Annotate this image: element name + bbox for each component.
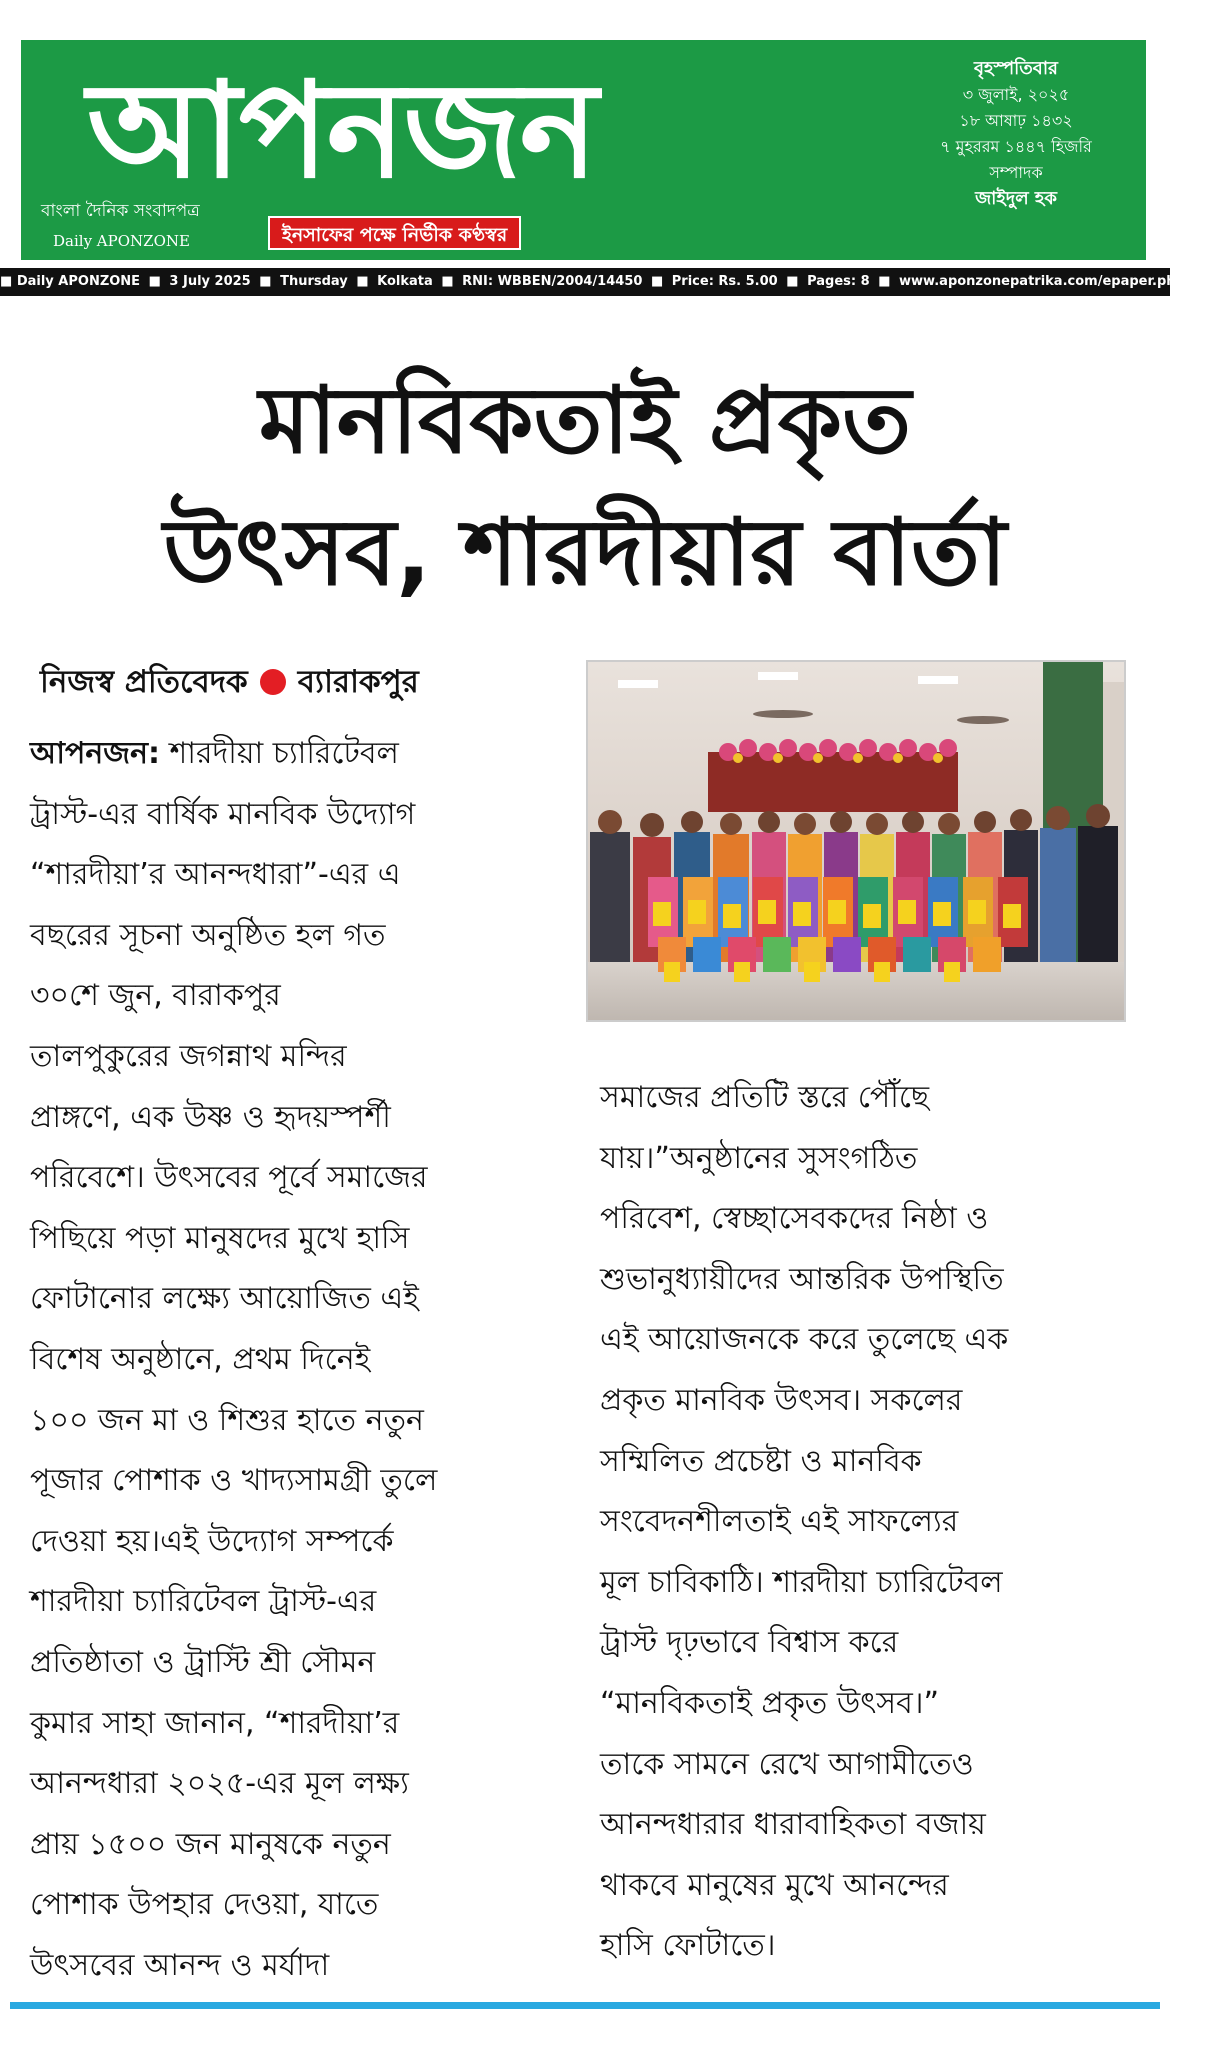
article-byline [40, 656, 560, 708]
ticker-separator: ■ [878, 274, 891, 289]
article-line: দেওয়া হয়।এই উদ্যোগ সম্পর্কে [30, 1523, 394, 1559]
ticker-separator: ■ [356, 274, 369, 289]
ticker-separator: ■ [1193, 274, 1206, 289]
article-line: থাকবে মানুষের মুখে আনন্দের [600, 1867, 949, 1903]
article-line: পূজার পোশাক ও খাদ্যসামগ্রী তুলে [30, 1463, 438, 1499]
ticker-link[interactable]: www.aponzonepatrika.com/epaper.php [899, 274, 1185, 289]
issue-date-bengali-calendar: ১৮ আষাঢ় ১৪৩২ [959, 111, 1073, 130]
bottom-divider [10, 2002, 1160, 2009]
info-ticker [0, 268, 1232, 296]
article-line: মূল চাবিকাঠি। শারদীয়া চ্যারিটেবল [600, 1564, 1003, 1600]
article-line: বছরের সূচনা অনুষ্ঠিত হল গত [30, 917, 386, 953]
article-line: পিছিয়ে পড়া মানুষদের মুখে হাসি [30, 1220, 410, 1256]
article-line: শারদীয়া চ্যারিটেবল ট্রাস্ট-এর [30, 1584, 377, 1620]
article-line: পরিবেশ, স্বেচ্ছাসেবকদের নিষ্ঠা ও [600, 1201, 989, 1237]
ticker-item: ap [1214, 274, 1232, 289]
headline-line-2: উৎসব, শারদীয়ার বার্তা [163, 499, 1007, 606]
ticker-item: 3 July 2025 [169, 274, 251, 289]
article-line: প্রাঙ্গণে, এক উষ্ণ ও হৃদয়স্পর্শী [30, 1099, 391, 1135]
ticker-separator: ■ [441, 274, 454, 289]
issue-date-hijri: ৭ মুহররম ১৪৪৭ হিজরি [940, 137, 1092, 156]
article-line-text: শারদীয়া চ্যারিটেবল [160, 736, 399, 771]
ticker-item: Thursday [280, 274, 348, 289]
article-line [30, 724, 580, 785]
article-line: পোশাক উপহার দেওয়া, যাতে [30, 1887, 379, 1923]
article-line: ট্রাস্ট-এর বার্ষিক মানবিক উদ্যোগ [30, 796, 416, 832]
masthead-date-block [896, 56, 1136, 212]
article-line: ১০০ জন মা ও শিশুর হাতে নতুন [30, 1402, 424, 1438]
newspaper-logo: আপনজন [87, 54, 597, 208]
ticker-item: Kolkata [377, 274, 433, 289]
article-line: ট্রাস্ট দৃঢ়ভাবে বিশ্বাস করে [600, 1625, 899, 1661]
ticker-separator: ■ [650, 274, 664, 289]
ticker-separator: ■ [0, 274, 13, 289]
article-line: এই আয়োজনকে করে তুলেছে এক [600, 1322, 1009, 1358]
article-line: আনন্দধারার ধারাবাহিকতা বজায় [600, 1807, 986, 1843]
article-line: হাসি ফোটাতে। [600, 1928, 776, 1964]
article-photo [586, 660, 1126, 1022]
issue-day: বৃহস্পতিবার [974, 58, 1058, 79]
article-line: কুমার সাহা জানান, “শারদীয়া’র [30, 1705, 400, 1741]
ticker-separator: ■ [259, 274, 272, 289]
article-body-left-column [30, 724, 580, 1996]
ticker-item: Daily APONZONE [16, 274, 141, 289]
group-photo-illustration [588, 662, 1124, 1020]
issue-date: ৩ জুলাই, ২০২৫ [962, 85, 1070, 104]
masthead-subtitle-bengali: বাংলা দৈনিক সংবাদপত্র [41, 201, 200, 221]
masthead-subtitle-english: Daily APONZONE [53, 232, 190, 250]
article-headline [40, 355, 1130, 619]
article-line: যায়।”অনুষ্ঠানের সুসংগঠিত [600, 1140, 918, 1176]
article-line: “মানবিকতাই প্রকৃত উৎসব।” [600, 1685, 940, 1721]
article-line: সমাজের প্রতিটি স্তরে পৌঁছে [600, 1080, 930, 1115]
ticker-item: Price: Rs. 5.00 [671, 274, 778, 289]
byline-location: ব্যারাকপুর [297, 664, 419, 700]
article-body-right-column [600, 1068, 1148, 1977]
article-line: প্রতিষ্ঠাতা ও ট্রাস্টি শ্রী সৌমন [30, 1644, 376, 1680]
masthead [21, 40, 1146, 260]
article-line: শুভানুধ্যায়ীদের আন্তরিক উপস্থিতি [600, 1261, 1004, 1297]
editor-name: জাইদুল হক [975, 188, 1057, 209]
article-line: তালপুকুরের জগন্নাথ মন্দির [30, 1038, 347, 1074]
masthead-tagline: ইনসাফের পক্ষে নির্ভীক কণ্ঠস্বর [268, 216, 521, 250]
article-line: তাকে সামনে রেখে আগামীতেও [600, 1746, 974, 1782]
article-line: প্রকৃত মানবিক উৎসব। সকলের [600, 1382, 963, 1418]
article-line: ফোটানোর লক্ষ্যে আয়োজিত এই [30, 1281, 419, 1317]
editor-label: সম্পাদক [989, 163, 1043, 182]
ticker-separator: ■ [786, 274, 799, 289]
article-line: “শারদীয়া’র আনন্দধারা”-এর এ [30, 857, 401, 893]
article-line: সম্মিলিত প্রচেষ্টা ও মানবিক [600, 1443, 922, 1479]
byline-reporter: নিজস্ব প্রতিবেদক [40, 664, 248, 700]
ticker-item: RNI: WBBEN/2004/14450 [462, 274, 643, 289]
article-line: আনন্দধারা ২০২৫-এর মূল লক্ষ্য [30, 1766, 409, 1802]
article-lead: আপনজন: [30, 736, 161, 771]
byline-dot-icon [260, 669, 286, 695]
headline-line-1: মানবিকতাই প্রকৃত [258, 367, 912, 474]
article-line: বিশেষ অনুষ্ঠানে, প্রথম দিনেই [30, 1341, 371, 1377]
article-line: পরিবেশে। উৎসবের পূর্বে সমাজের [30, 1160, 428, 1196]
article-line: সংবেদনশীলতাই এই সাফল্যের [600, 1504, 959, 1540]
article-line: ৩০শে জুন, বারাকপুর [30, 978, 281, 1014]
ticker-item: Pages: 8 [807, 274, 870, 289]
ticker-separator: ■ [148, 274, 161, 289]
article-line: প্রায় ১৫০০ জন মানুষকে নতুন [30, 1826, 391, 1862]
article-line: উৎসবের আনন্দ ও মর্যাদা [30, 1947, 330, 1983]
